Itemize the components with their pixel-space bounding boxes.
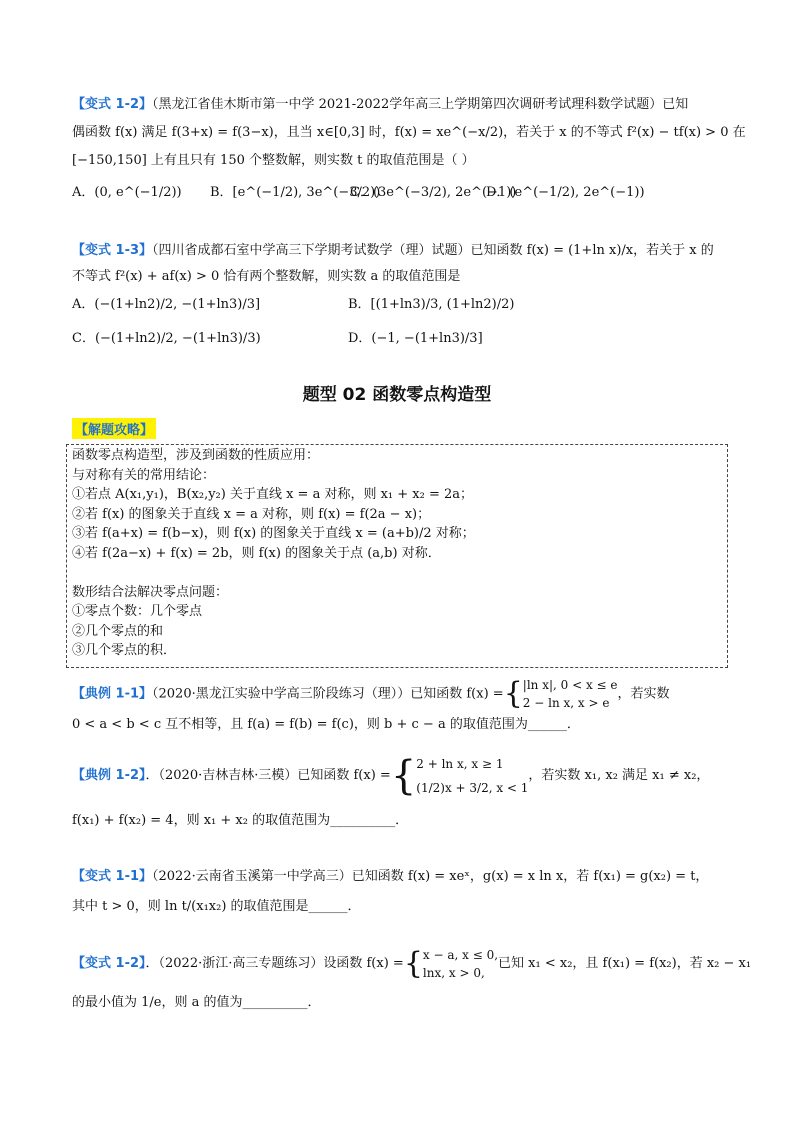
option-c: C．(−(1+ln2)/2, −(1+ln3)/3)	[72, 331, 261, 346]
example-line-1: （2020·黑龙江实验中学高三阶段练习（理））已知函数 f(x) =	[152, 686, 504, 702]
example-1-2	[72, 750, 742, 832]
example-line-1: ．（2020·吉林吉林·三模）已知函数 f(x) =	[145, 768, 391, 783]
case-2: (1/2)x + 3/2, x < 1	[416, 780, 529, 795]
question-line-2: 偶函数 f(x) 满足 f(3+x) = f(3−x)，且当 x∈[0,3] 时，f(x) = xe^(−x/2)，若关于 x 的不等式 f²(x) − tf(x) > 0 在	[72, 125, 746, 140]
question-tag: 【变式 1-2】	[72, 97, 153, 112]
guide-line: ①零点个数：几个零点	[72, 604, 203, 619]
guide-line: 与对称有关的常用结论：	[72, 467, 216, 483]
variant-line-2: 的最小值为 1/e，则 a 的值为__________．	[72, 995, 321, 1010]
example-line-1-end: ，若实数 x₁, x₂ 满足 x₁ ≠ x₂，	[528, 768, 710, 783]
question-source: （黑龙江省佳木斯市第一中学 2021-2022学年高三上学期第四次调研考试理科数学试题）已知	[152, 97, 689, 112]
options-row-2	[72, 328, 742, 350]
guide-line: ①若点 A(x₁,y₁)，B(x₂,y₂) 关于直线 x = a 对称，则 x₁ + x₂ = 2a；	[72, 487, 474, 502]
option-c: C．(3e^(−3/2), 2e^(−1))	[350, 185, 517, 200]
piecewise-cases	[416, 752, 528, 800]
brace-icon: {	[390, 752, 417, 799]
option-d: D．(−1, −(1+ln3)/3]	[348, 331, 483, 346]
question-variant-1-3	[72, 240, 742, 350]
options-row	[72, 182, 742, 204]
piecewise-cases	[423, 946, 498, 982]
case-2: lnx, x > 0,	[422, 965, 485, 980]
option-a: A．(−(1+ln2)/2, −(1+ln3)/3]	[72, 297, 261, 312]
question-tag: 【变式 1-3】	[72, 243, 153, 258]
variant-line-1: （2022·云南省玉溪第一中学高三）已知函数 f(x) = xeˣ，g(x) = x ln x，若 f(x₁) = g(x₂) = t，	[152, 869, 709, 884]
question-line-2: 不等式 f²(x) + af(x) > 0 恰有两个整数解，则实数 a 的取值范围是	[72, 269, 461, 284]
brace-icon: {	[503, 676, 523, 711]
example-line-2: f(x₁) + f(x₂) = 4，则 x₁ + x₂ 的取值范围为__________．	[72, 813, 409, 828]
variant-line-1-end: 已知 x₁ < x₂，且 f(x₁) = f(x₂)，若 x₂ − x₁	[498, 956, 752, 971]
guide-line: ③若 f(a+x) = f(b−x)，则 f(x) 的图象关于直线 x = (a+b)/2 对称；	[72, 526, 475, 541]
guide-label: 【解题攻略】	[72, 418, 156, 439]
piecewise-cases	[523, 676, 618, 712]
option-a: A．(0, e^(−1/2))	[72, 185, 182, 200]
example-line-1-end: ，若实数	[617, 686, 670, 702]
example-tag: 【典例 1-1】	[72, 686, 153, 702]
option-d: D．(e^(−1/2), 2e^(−1))	[486, 185, 645, 200]
question-variant-1-2a	[72, 94, 746, 204]
case-2: 2 − ln x, x > e	[522, 696, 610, 710]
section-title: 题型 02 函数零点构造型	[302, 385, 492, 405]
guide-line	[72, 563, 712, 583]
question-line-1: （四川省成都石室中学高三下学期考试数学（理）试题）已知函数 f(x) = (1+ln x)/x，若关于 x 的	[152, 243, 714, 258]
options-row-1	[72, 294, 742, 316]
guide-line: ②若 f(x) 的图象关于直线 x = a 对称，则 f(x) = f(2a − x)；	[72, 506, 431, 522]
case-1: 2 + ln x, x ≥ 1	[416, 756, 504, 771]
example-1-1	[72, 676, 742, 736]
variant-line-1: ．（2022·浙江·高三专题练习）设函数 f(x) =	[145, 956, 404, 971]
guide-line: ②几个零点的和	[72, 623, 164, 639]
case-1: |ln x|, 0 < x ≤ e	[522, 678, 618, 692]
variant-1-2b	[72, 944, 752, 1014]
case-1: x − a, x ≤ 0,	[422, 947, 499, 962]
guide-line: 数形结合法解决零点问题：	[72, 584, 229, 600]
guide-line: ③几个零点的积．	[72, 643, 177, 658]
example-tag: 【典例 1-2】	[72, 768, 146, 783]
variant-line-2: 其中 t > 0，则 ln t/(x₁x₂) 的取值范围是______．	[72, 899, 361, 914]
brace-icon: {	[403, 945, 423, 981]
guide-line: 函数零点构造型，涉及到函数的性质应用：	[72, 448, 320, 463]
question-line-3: [−150,150] 上有且只有 150 个整数解，则实数 t 的取值范围是（ ）	[72, 153, 475, 168]
variant-1-1	[72, 866, 742, 918]
variant-tag: 【变式 1-2】	[72, 956, 146, 971]
option-b: B．[(1+ln3)/3, (1+ln2)/2)	[348, 297, 515, 312]
variant-tag: 【变式 1-1】	[72, 869, 153, 884]
example-line-2: 0 < a < b < c 互不相等，且 f(a) = f(b) = f(c)，则 b + c − a 的取值范围为______．	[72, 717, 580, 732]
option-b: B．[e^(−1/2), 3e^(−3/2))	[210, 185, 381, 200]
guide-line: ④若 f(2a−x) + f(x) = 2b，则 f(x) 的图象关于点 (a,b) 对称．	[72, 545, 441, 561]
guide-text	[72, 446, 712, 661]
